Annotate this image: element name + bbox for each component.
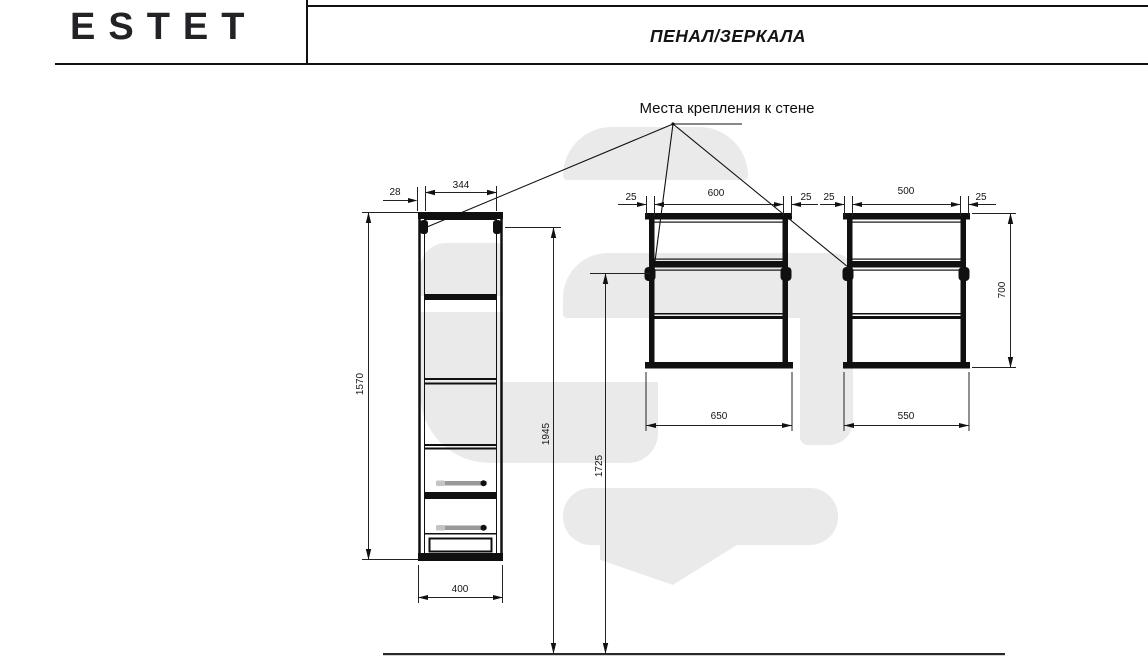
dim-label-344: 344	[452, 180, 470, 191]
dim-label-1725: 1725	[594, 454, 605, 478]
mirror500-shelf-line-b	[852, 270, 961, 271]
dim-label-500: 500	[897, 186, 915, 197]
arrow-400-left	[418, 595, 428, 600]
mount-point-mirror500-right	[959, 267, 970, 281]
dim-label-550: 550	[897, 411, 915, 422]
arrow-650-right	[782, 423, 792, 428]
tall-cabinet-shelf-2b	[424, 383, 497, 385]
arrow-1570-bottom	[366, 549, 371, 560]
leader-to-tall-cabinet	[427, 124, 673, 227]
mirror600-top-lip	[645, 213, 792, 220]
tall-cabinet-plinth-niche	[430, 539, 492, 552]
header-bottom-border	[55, 63, 1148, 65]
mirror500-shelf-2b	[852, 316, 961, 319]
mirror600-shelf-2b	[654, 316, 783, 319]
arrow-550-left	[844, 423, 854, 428]
arrow-550-right	[959, 423, 969, 428]
tall-cabinet-shelf-3a	[424, 444, 497, 446]
arrow-700-top	[1008, 213, 1013, 224]
drawer-handle-1-knob	[481, 480, 487, 486]
brand-logo: ESTET	[70, 6, 258, 48]
arrow-344-right	[487, 190, 497, 195]
drawer-handle-2-knob	[481, 525, 487, 531]
mount-point-tall-left	[420, 220, 428, 234]
mirror600-bottom-shelf	[645, 362, 793, 369]
dim-label-m500-right25: 25	[975, 192, 987, 203]
mirror600-shelf-2a	[654, 313, 783, 315]
mirror600-right-wall	[783, 219, 789, 362]
arrow-344-left	[425, 190, 435, 195]
mirror500-left-wall	[847, 219, 853, 362]
dim-label-650: 650	[710, 411, 728, 422]
mirror-cabinet-600	[645, 213, 794, 369]
tall-cabinet-bottom-band	[418, 553, 503, 561]
mirror500-shelf-2a	[852, 313, 961, 315]
mirror-cabinet-500	[843, 213, 971, 369]
arrow-400-right	[493, 595, 503, 600]
tall-cabinet-shelf-1	[424, 294, 497, 300]
tall-cabinet-shelf-3b	[424, 448, 497, 450]
dim-label-400: 400	[451, 584, 469, 595]
drawer-handle-1-cap	[436, 481, 445, 487]
dim-label-m600-left25: 25	[625, 192, 637, 203]
wall-mount-annotation: Места крепления к стене	[639, 100, 815, 117]
tall-cabinet-drawer-divider	[424, 492, 497, 499]
arrow-m500-500-right	[951, 202, 961, 207]
drawer-handle-2-cap	[436, 525, 445, 531]
tall-cabinet-inner-outline	[425, 220, 497, 554]
dim-label-m600-right25: 25	[800, 192, 812, 203]
mount-point-mirror600-right	[781, 267, 792, 281]
dim-label-28: 28	[389, 187, 401, 198]
leader-apex-dot	[671, 122, 674, 125]
arrow-650-left	[646, 423, 656, 428]
mirror600-shelf-line-b	[654, 270, 783, 271]
mount-point-tall-right	[493, 220, 501, 234]
dim-label-m500-left25: 25	[823, 192, 835, 203]
tall-cabinet-plinth-line	[424, 533, 497, 535]
tall-cabinet	[418, 212, 503, 561]
arrow-1945-bottom	[551, 643, 556, 654]
mirror600-left-wall	[649, 219, 655, 362]
arrow-m600-600-right	[774, 202, 784, 207]
mirror500-inner-top-line	[852, 222, 961, 223]
arrow-1570-top	[366, 212, 371, 223]
arrow-700-bottom	[1008, 357, 1013, 368]
dim-label-1945: 1945	[541, 422, 552, 446]
mirror600-inner-top-line	[654, 222, 783, 223]
leader-to-mirror600	[654, 124, 673, 269]
floor-line	[383, 653, 1005, 655]
mirror500-top-lip	[843, 213, 970, 220]
titleblock-top-border	[308, 5, 1148, 7]
mirror500-right-wall	[961, 219, 967, 362]
arrow-m600-600-left	[655, 202, 665, 207]
dim-label-700: 700	[997, 281, 1008, 299]
tall-cabinet-shelf-2a	[424, 378, 497, 380]
arrow-1725-top	[603, 273, 608, 284]
dim-label-600: 600	[707, 188, 725, 199]
tall-cabinet-outline	[420, 214, 502, 559]
mount-point-mirror500-left	[843, 267, 854, 281]
mirror500-shelf-band	[847, 261, 966, 268]
dim-label-1570: 1570	[355, 372, 366, 396]
sheet-title: ПЕНАЛ/ЗЕРКАЛА	[650, 26, 806, 46]
arrow-1725-bottom	[603, 643, 608, 654]
mirror500-bottom-shelf	[843, 362, 970, 369]
mirror500-shelf-line-a	[852, 259, 961, 260]
mirror600-shelf-line-a	[654, 259, 783, 260]
arrow-m500-500-left	[853, 202, 863, 207]
mirror600-shelf-band	[649, 261, 788, 268]
arrow-1945-top	[551, 227, 556, 238]
